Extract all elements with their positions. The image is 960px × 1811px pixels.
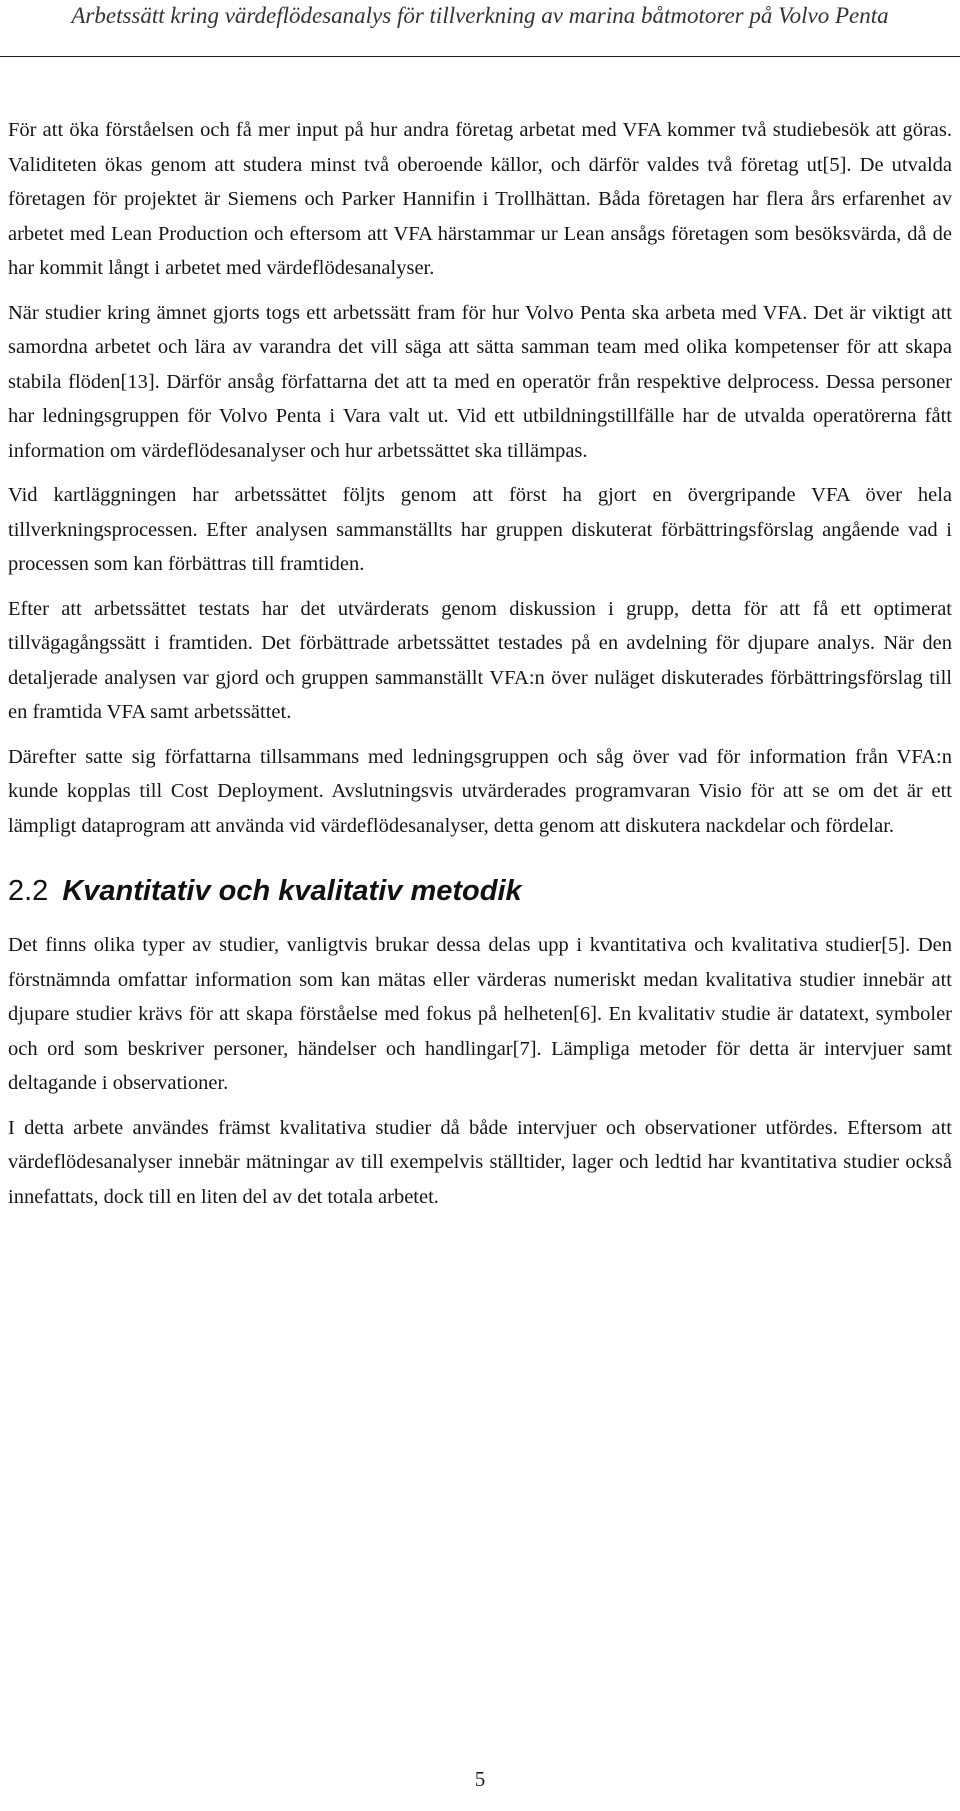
paragraph-working-method: När studier kring ämnet gjorts togs ett arbetssätt fram för hur Volvo Penta ska arbeta med VFA. Det är viktigt att samordna arbetet och lära av varandra det vill säga att sätta samman team med olika kompetenser för att skapa stabila flöden[13]. Därför ansåg författarna det att ta med en operatör från respektive delprocess. Dessa personer har ledningsgruppen för Volvo Penta i Vara valt ut. Vid ett utbildningstillfälle har de utvalda operatörerna fått information om värdeflödesanalyser och hur arbetssättet ska tillämpas. (8, 301, 952, 462)
page-content (8, 113, 952, 1214)
section-spacing (8, 843, 952, 873)
section-heading (8, 873, 952, 909)
paragraph-study-visits: För att öka förståelsen och få mer input på hur andra företag arbetat med VFA kommer två studiebesök att göras. Validiteten ökas genom att studera minst två oberoende källor, och därför valdes två företag ut[5]. De utvalda företagen för projektet är Siemens och Parker Hannifin i Trollhättan. Båda företagen har flera års erfarenhet av arbetet med Lean Production och eftersom att VFA härstammar ur Lean ansågs företagen som besöksvärda, då de har kommit långt i arbetet med värdeflödesanalyser. (8, 119, 952, 279)
paragraph-study-types: Det finns olika typer av studier, vanligtvis brukar dessa delas upp i kvantitativa och kvalitativa studier[5]. Den förstnämnda omfattar information som kan mätas eller värderas numeriskt medan kvalitativa studier innebär att djupare studier krävs för att skapa förståelse med fokus på helheten[6]. En kvalitativ studie är datatext, symboler och ord som beskriver personer, händelser och handlingar[7]. Lämpliga metoder för detta är intervjuer samt deltagande i observationer. (8, 934, 952, 1094)
running-header: Arbetssätt kring värdeflödesanalys för tillverkning av marina båtmotorer på Volvo Penta (71, 3, 889, 28)
header-divider (0, 56, 960, 57)
section-title: Kvantitativ och kvalitativ metodik (62, 875, 522, 907)
paragraph-evaluation: Efter att arbetssättet testats har det utvärderats genom diskussion i grupp, detta för att få ett optimerat tillvägagångssätt i framtiden. Det förbättrade arbetssättet testades på en avdelning för djupare analys. När den detaljerade analysen var gjord och gruppen sammanställt VFA:n över nuläget diskuterades förbättringsförslag till en framtida VFA samt arbetssättet. (8, 597, 952, 723)
paragraph-mapping: Vid kartläggningen har arbetssättet följts genom att först ha gjort en övergripande VFA över hela tillverkningsprocessen. Efter analysen sammanställts har gruppen diskuterat förbättringsförslag angående vad i processen som kan förbättras till framtiden. (8, 484, 952, 575)
section-number: 2.2 (8, 875, 49, 907)
paragraph-cost-deployment: Därefter satte sig författarna tillsammans med ledningsgruppen och såg över vad för information från VFA:n kunde kopplas till Cost Deployment. Avslutningsvis utvärderades programvaran Visio för att se om det är ett lämpligt dataprogram att använda vid värdeflödesanalyser, detta genom att diskutera nackdelar och fördelar. (8, 745, 952, 837)
page-number: 5 (474, 1767, 486, 1791)
paragraph-qualitative-work: I detta arbete användes främst kvalitativa studier då både intervjuer och observationer utfördes. Eftersom att värdeflödesanalyser innebär mätningar av till exempelvis ställtider, lager och ledtid har kvantitativa studier också innefattats, dock till en liten del av det totala arbetet. (8, 1116, 952, 1208)
